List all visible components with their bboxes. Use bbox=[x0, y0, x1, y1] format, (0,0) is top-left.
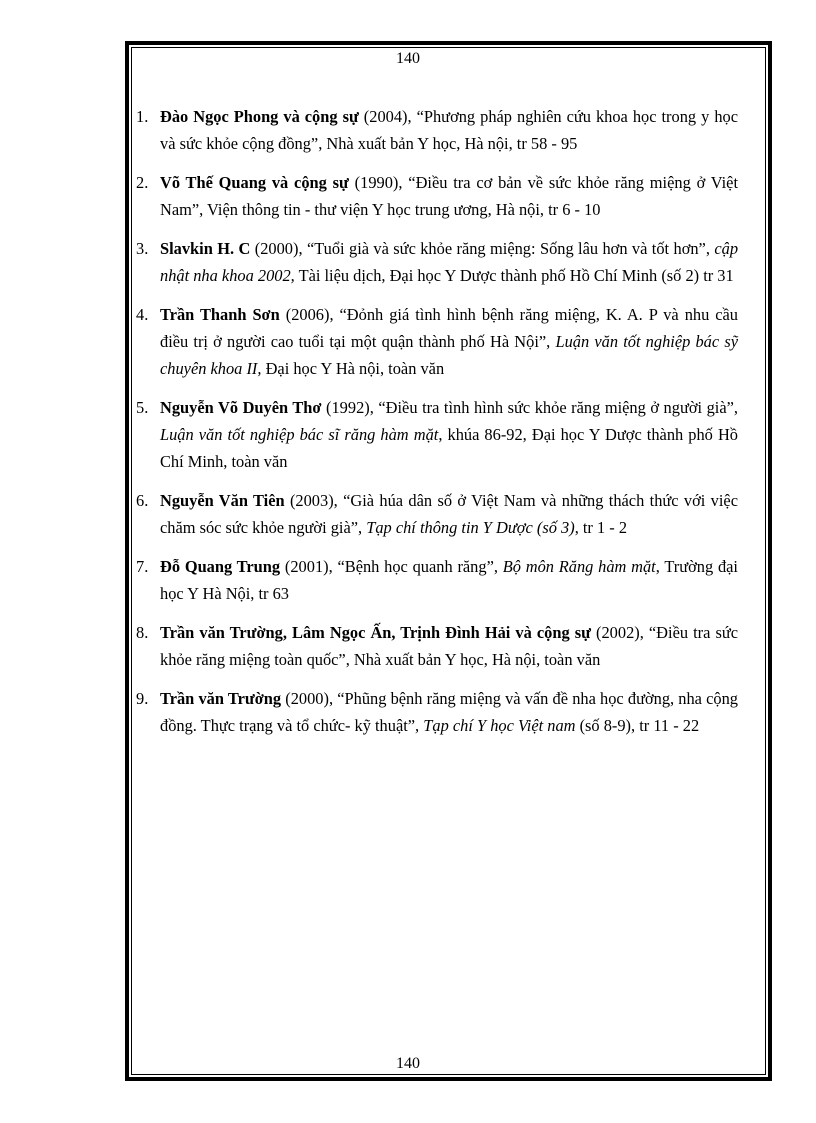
reference-item bbox=[136, 169, 738, 223]
reference-source: Luận văn tốt nghiệp bác sĩ răng hàm mặt bbox=[160, 425, 439, 444]
reference-item bbox=[136, 235, 738, 289]
reference-item bbox=[136, 301, 738, 382]
reference-source: Bộ môn Răng hàm mặt bbox=[502, 557, 656, 576]
reference-title: “Bệnh học quanh răng”, bbox=[337, 557, 503, 576]
reference-author: Đỗ Quang Trung bbox=[160, 557, 281, 576]
reference-number: 8. bbox=[136, 623, 149, 642]
page-number-top: 140 bbox=[396, 50, 420, 67]
reference-title: “Điều tra tình hình sức khỏe răng miệng ở người già”, bbox=[378, 398, 738, 417]
reference-year: (2001), bbox=[280, 557, 338, 576]
reference-author: Trần Thanh Sơn bbox=[160, 305, 280, 324]
reference-number: 9. bbox=[136, 689, 149, 708]
reference-publisher: , Viện thông tin - thư viện Y học trung ương, Hà nội, tr 6 - 10 bbox=[199, 200, 601, 219]
reference-source: Tạp chí Y học Việt nam bbox=[423, 716, 576, 735]
reference-title: “Đỏnh giá tình hình bệnh răng miệng, K. A. P và nhu cầu điều trị ở người cao tuổi tại một quận thành phố Hà Nội”, bbox=[160, 305, 739, 351]
reference-author: Võ Thế Quang và cộng sự bbox=[160, 173, 349, 192]
reference-publisher: , tr 1 - 2 bbox=[574, 518, 628, 537]
reference-author: Nguyễn Võ Duyên Thơ bbox=[160, 398, 322, 417]
reference-year: (2004), bbox=[358, 107, 417, 126]
reference-year: (2000), bbox=[281, 689, 338, 708]
page-number-bottom: 140 bbox=[396, 1055, 420, 1072]
reference-publisher: , Nhà xuất bản Y học, Hà nội, tr 58 - 95 bbox=[318, 134, 578, 153]
reference-title: “Điều tra sức khỏe răng miệng toàn quốc” bbox=[160, 623, 739, 669]
reference-year: (2002), bbox=[590, 623, 649, 642]
reference-number: 6. bbox=[136, 491, 149, 510]
reference-source: Luận văn tốt nghiệp bác sỹ chuyên khoa II, bbox=[160, 332, 738, 378]
reference-title: “Điều tra cơ bản về sức khỏe răng miệng ở Việt Nam” bbox=[160, 173, 738, 219]
reference-year: (2000), bbox=[250, 239, 307, 258]
reference-year: (1992), bbox=[321, 398, 379, 417]
reference-publisher: , khúa 86-92, Đại học Y Dược thành phố Hồ Chí Minh, toàn văn bbox=[160, 425, 738, 471]
reference-publisher: , Nhà xuất bản Y học, Hà nội, toàn văn bbox=[345, 650, 601, 669]
reference-title: “Phương pháp nghiên cứu khoa học trong y học và sức khỏe cộng đồng” bbox=[160, 107, 738, 153]
reference-list bbox=[136, 103, 738, 751]
reference-title: “Phũng bệnh răng miệng và vấn đề nha học đường, nha cộng đồng. Thực trạng và tổ chức- kỹ thuật”, bbox=[160, 689, 738, 735]
reference-number: 7. bbox=[136, 557, 149, 576]
reference-publisher: Tài liệu dịch, Đại học Y Dược thành phố Hồ Chí Minh (số 2) tr 31 bbox=[294, 266, 734, 285]
reference-number: 1. bbox=[136, 107, 149, 126]
reference-source: cập nhật nha khoa 2002, bbox=[160, 239, 739, 285]
reference-publisher: (số 8-9), tr 11 - 22 bbox=[575, 716, 700, 735]
reference-title: “Già húa dân số ở Việt Nam và những thách thức với việc chăm sóc sức khỏe người già”, bbox=[160, 491, 738, 537]
reference-author: Trần văn Trường, Lâm Ngọc Ấn, Trịnh Đình Hải và cộng sự bbox=[160, 623, 591, 642]
reference-item bbox=[136, 553, 738, 607]
reference-publisher: Đại học Y Hà nội, toàn văn bbox=[261, 359, 445, 378]
reference-year: (1990), bbox=[348, 173, 409, 192]
reference-title: “Tuổi già và sức khỏe răng miệng: Sống lâu hơn và tốt hơn”, bbox=[306, 239, 715, 258]
reference-item bbox=[136, 685, 738, 739]
reference-item bbox=[136, 619, 738, 673]
reference-author: Nguyễn Văn Tiên bbox=[160, 491, 285, 510]
reference-number: 2. bbox=[136, 173, 149, 192]
reference-year: (2006), bbox=[279, 305, 340, 324]
reference-number: 4. bbox=[136, 305, 149, 324]
reference-item bbox=[136, 394, 738, 475]
reference-author: Trần văn Trường bbox=[160, 689, 282, 708]
reference-publisher: , Trường đại học Y Hà Nội, tr 63 bbox=[160, 557, 738, 603]
reference-author: Slavkin H. C bbox=[160, 239, 251, 258]
reference-source: Tạp chí thông tin Y Dược (số 3) bbox=[366, 518, 575, 537]
reference-author: Đào Ngọc Phong và cộng sự bbox=[160, 107, 359, 126]
reference-number: 5. bbox=[136, 398, 149, 417]
reference-number: 3. bbox=[136, 239, 149, 258]
reference-item bbox=[136, 487, 738, 541]
reference-item bbox=[136, 103, 738, 157]
reference-year: (2003), bbox=[284, 491, 344, 510]
